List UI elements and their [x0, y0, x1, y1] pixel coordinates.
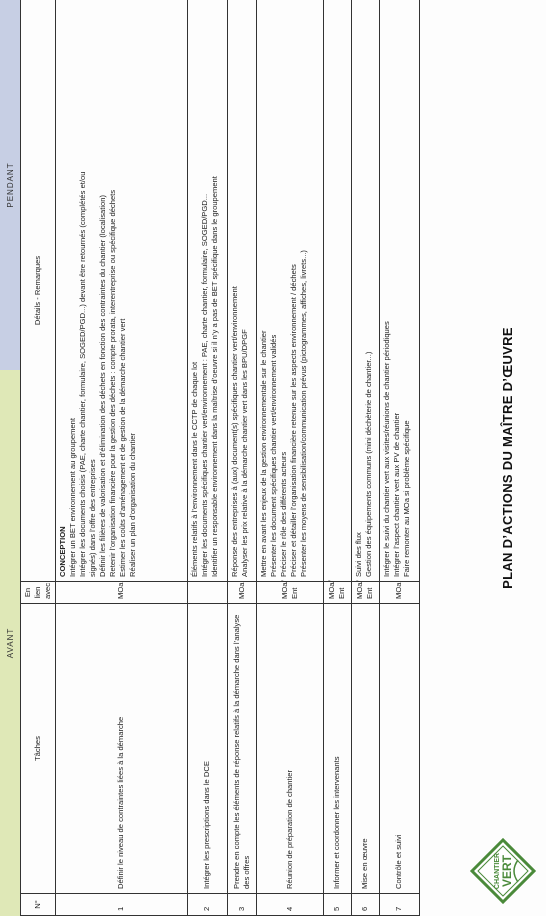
detail-line: Suivi des flux	[353, 532, 363, 577]
header-num: N°	[21, 894, 56, 916]
detail-line: Faire remonter au MOa si problème spécifique	[401, 420, 411, 577]
detail-line: Éléments relatifs à l’environnement dans le CCTP de chaque lot	[189, 361, 199, 577]
table-row	[56, 0, 188, 916]
logo-line2: VERT	[500, 854, 514, 888]
detail-line: Intégrer les documents choisis (PAE, charte chantier, formulaire, SOGED/PGD...) devant être retournés (complétés et/ou	[78, 171, 87, 577]
table-row	[379, 0, 419, 916]
row-task: Définir le niveau de contraintes liées à la démarche	[56, 604, 188, 894]
phase-pendant-label: PENDANT	[5, 162, 15, 208]
detail-line: signés) dans l’offre des entreprises	[88, 459, 97, 577]
detail-line: Gestion des équipements communs (mini déchèterie de chantier...)	[363, 351, 373, 577]
table-header-row	[21, 0, 56, 916]
row-details	[227, 0, 256, 582]
table-row	[323, 0, 351, 916]
row-details	[56, 0, 188, 582]
row-details	[256, 0, 323, 582]
row-details	[323, 0, 351, 582]
row-task: Prendre en compte les éléments de réponse relatifs à la démarche dans l’analyse des offres	[227, 604, 256, 894]
table-row	[227, 0, 256, 916]
detail-line: Estimer les coûts d’aménagement et de gestion de la démarche chantier vert	[118, 318, 127, 577]
detail-line: Présenter les document spécifiques chantier vert/environnement validés	[268, 334, 278, 577]
table-row	[351, 0, 379, 916]
detail-line: Intégrer le suivi du chantier vert aux visites/réunions de chantier périodiques	[381, 321, 391, 577]
row-number: 2	[187, 894, 227, 916]
row-task: Contrôle et suivi	[379, 604, 419, 894]
detail-line: Identifier un responsable environnement dans la maîtrise d’oeuvre si il n’y a pas de BET spécifique dans le groupement	[209, 176, 219, 577]
phase-pendant-bar	[0, 0, 20, 370]
row-related-to: MOa/ Ent	[323, 582, 351, 604]
detail-line: Intégrer les documents spécifiques chantier vert/environnement : PAE, charte chantier, formulaire, SOGED/PGD...	[199, 193, 209, 577]
table-row	[187, 0, 227, 916]
row-task: Informer et coordonner les intervenants	[323, 604, 351, 894]
detail-line: Analyser les prix relative à la démarche chantier vert dans les BPU/DPGF	[239, 329, 249, 577]
detail-line: Préciser et détailler l’organisation financière retenue sur les aspects environnement / déchets	[288, 264, 298, 577]
header-task: Tâches	[21, 604, 56, 894]
row-details	[379, 0, 419, 582]
row-details	[187, 0, 227, 582]
phase-avant-label: AVANT	[5, 627, 15, 659]
row-related-to	[187, 582, 227, 604]
detail-line: Intégrer un BET environnement au groupement	[68, 417, 77, 577]
phase-avant-bar	[0, 370, 20, 916]
row-number: 5	[323, 894, 351, 916]
row-details	[351, 0, 379, 582]
row-task: Réunion de préparation de chantier	[256, 604, 323, 894]
detail-line: Intégrer l’aspect chantier vert aux PV de chantier	[391, 412, 401, 577]
row-related-to: MOa/ Ent	[256, 582, 323, 604]
logo-line1: CHANTIER	[494, 852, 501, 890]
header-details: Détails - Remarques	[21, 0, 56, 582]
row-related-to: MOa/ Ent	[351, 582, 379, 604]
row-related-to: MOa	[379, 582, 419, 604]
row-number: 1	[56, 894, 188, 916]
detail-line: Réaliser un plan d’organisation du chantier	[128, 433, 137, 577]
action-plan-table	[20, 0, 420, 916]
header-with: En lien avec	[21, 582, 56, 604]
detail-line: Définir les filières de valorisation et d’élimination des déchets en fonction des contraintes du chantier (localisation)	[98, 194, 107, 577]
detail-line: Retenir l’organisation financière pour la gestion des déchets : compte prorata, interentreprise ou spécifique déchets	[108, 189, 117, 577]
row-task: Intégrer les prescriptions dans le DCE	[187, 604, 227, 894]
page-title: PLAN D’ACTIONS DU MAÎTRE D’ŒUVRE	[500, 327, 515, 589]
row-number: 6	[351, 894, 379, 916]
row-number: 3	[227, 894, 256, 916]
detail-line: Présenter les moyens de sensibilisation/communication prévus (pictogrammes, affiches, livrets...)	[298, 250, 308, 577]
table-row	[256, 0, 323, 916]
detail-line: Mettre en avant les enjeux de la gestion environnementale sur le chantier	[258, 330, 268, 577]
row-related-to: MOa	[56, 582, 188, 604]
row-task: Mise en œuvre	[351, 604, 379, 894]
row-number: 7	[379, 894, 419, 916]
detail-line: CONCEPTION	[58, 526, 67, 577]
detail-line: Réponse des entreprises à (aux) document(s) spécifiques chantier vert/environnement	[229, 286, 239, 577]
row-number: 4	[256, 894, 323, 916]
detail-line: Préciser le rôle des différents acteurs	[278, 451, 288, 577]
row-related-to: MOa	[227, 582, 256, 604]
